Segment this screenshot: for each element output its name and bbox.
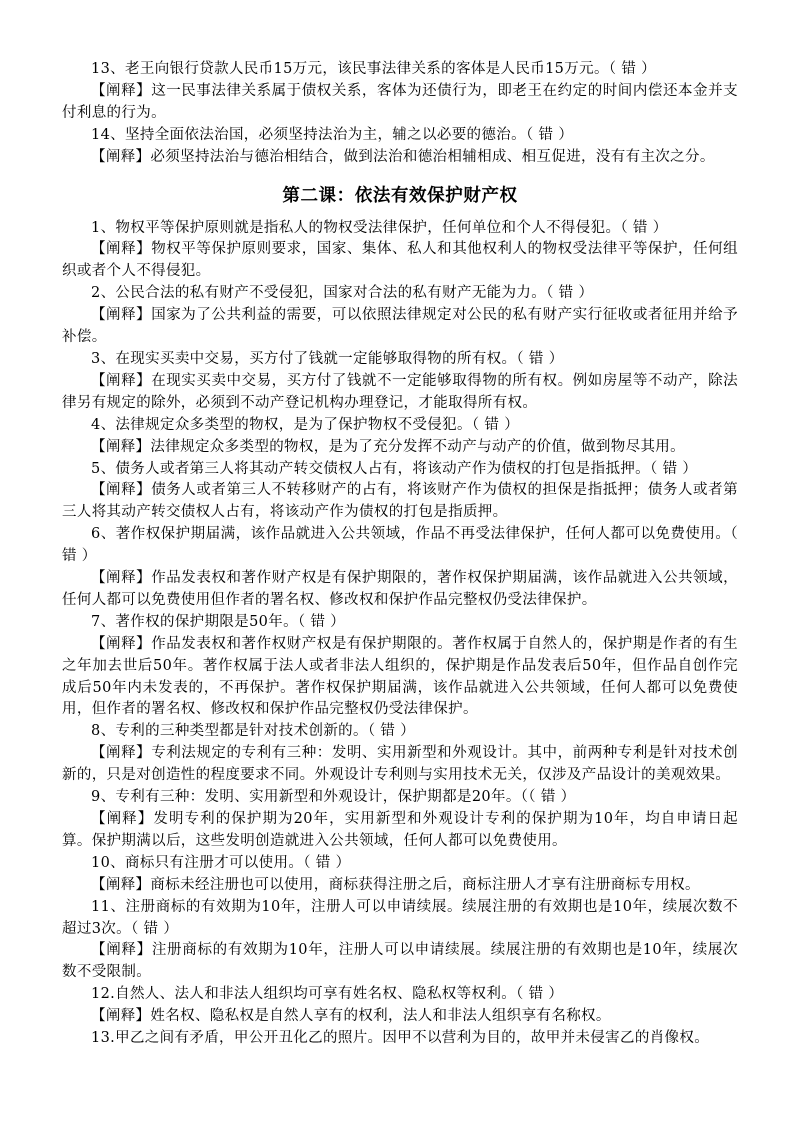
question-4: 4、法律规定众多类型的物权，是为了保护物权不受侵犯。（ 错 ） bbox=[91, 416, 520, 433]
document-page bbox=[62, 59, 738, 1050]
explanation-prev-14: 【阐释】必须坚持法治与德治相结合，做到法治和德治相辅相成、相互促进，没有有主次之分。 bbox=[91, 148, 715, 165]
question-3: 3、在现实买卖中交易，买方付了钱就一定能够取得物的所有权。（ 错 ） bbox=[91, 350, 564, 367]
explanation-1: 【阐释】物权平等保护原则要求，国家、集体、私人和其他权利人的物权受法律平等保护，任何组织或者个人不得侵犯。 bbox=[62, 241, 738, 280]
question-11: 11、注册商标的有效期为10年，注册人可以申请续展。续展注册的有效期也是10年，续展次数不超过3次。（ 错 ） bbox=[62, 898, 738, 937]
question-9: 9、专利有三种：发明、实用新型和外观设计，保护期都是20年。（（ 错 ） bbox=[91, 789, 576, 806]
explanation-11: 【阐释】注册商标的有效期为10年，注册人可以申请续展。续展注册的有效期也是10年，续展次数不受限制。 bbox=[62, 942, 738, 981]
explanation-5: 【阐释】债务人或者第三人不转移财产的占有，将该财产作为债权的担保是指抵押；债务人或者第三人将其动产转交债权人占有，将该动产作为债权的打包是指质押。 bbox=[62, 482, 738, 521]
question-5: 5、债务人或者第三人将其动产转交债权人占有，将该动产作为债权的打包是指抵押。（ 错 ） bbox=[91, 460, 698, 477]
explanation-12: 【阐释】姓名权、隐私权是自然人享有的权利，法人和非法人组织享有名称权。 bbox=[91, 1008, 611, 1025]
explanation-2: 【阐释】国家为了公共利益的需要，可以依照法律规定对公民的私有财产实行征收或者征用并给予补偿。 bbox=[62, 307, 738, 346]
question-7: 7、著作权的保护期限是50年。（ 错 ） bbox=[91, 613, 346, 630]
question-8: 8、专利的三种类型都是针对技术创新的。（ 错 ） bbox=[91, 723, 416, 740]
question-12: 12.自然人、法人和非法人组织均可享有姓名权、隐私权等权利。（ 错 ） bbox=[91, 986, 564, 1003]
explanation-prev-13: 【阐释】这一民事法律关系属于债权关系，客体为还债行为，即老王在约定的时间内偿还本金并支付利息的行为。 bbox=[62, 82, 738, 121]
question-10: 10、商标只有注册才可以使用。（ 错 ） bbox=[91, 854, 351, 871]
explanation-9: 【阐释】发明专利的保护期为20年，实用新型和外观设计专利的保护期为10年，均自申请日起算。保护期满以后，这些发明创造就进入公共领域，任何人都可以免费使用。 bbox=[62, 811, 738, 849]
explanation-10: 【阐释】商标未经注册也可以使用，商标获得注册之后，商标注册人才享有注册商标专用权。 bbox=[91, 876, 700, 893]
question-13: 13.甲乙之间有矛盾，甲公开丑化乙的照片。因甲不以营利为目的，故甲并未侵害乙的肖像权。 bbox=[91, 1030, 710, 1047]
question-1: 1、物权平等保护原则就是指私人的物权受法律保护，任何单位和个人不得侵犯。（ 错 ） bbox=[91, 219, 668, 236]
question-2: 2、公民合法的私有财产不受侵犯，国家对合法的私有财产无能为力。（ 错 ） bbox=[91, 285, 594, 302]
explanation-3: 【阐释】在现实买卖中交易，买方付了钱就不一定能够取得物的所有权。例如房屋等不动产，除法律另有规定的除外，必须到不动产登记机构办理登记，才能取得所有权。 bbox=[62, 372, 738, 411]
explanation-7: 【阐释】作品发表权和著作权财产权是有保护期限的。著作权属于自然人的，保护期是作者的有生之年加去世后50年。著作权属于法人或者非法人组织的，保护期是作品发表后50年，但作品自创作完成后50年内未发表的，不再保护。著作权保护期届满，该作品就进入公共领域，任何人都可以免费使用，但作者的署名权、修改权和保护作品完整权仍受法律保护。 bbox=[62, 635, 738, 718]
explanation-8: 【阐释】专利法规定的专利有三种：发明、实用新型和外观设计。其中，前两种专利是针对技术创新的，只是对创造性的程度要求不同。外观设计专利则与实用技术无关，仅涉及产品设计的美观效果。 bbox=[62, 745, 738, 784]
explanation-4: 【阐释】法律规定众多类型的物权，是为了充分发挥不动产与动产的价值，做到物尽其用。 bbox=[91, 438, 685, 455]
lesson-title: 第二课：依法有效保护财产权 bbox=[282, 185, 518, 206]
question-prev-14: 14、坚持全面依法治国，必须坚持法治为主，辅之以必要的德治。（ 错 ） bbox=[91, 126, 574, 143]
question-prev-13: 13、老王向银行贷款人民币15万元，该民事法律关系的客体是人民币15万元。（ 错 ） bbox=[91, 61, 657, 77]
explanation-6: 【阐释】作品发表权和著作财产权是有保护期限的，著作权保护期届满，该作品就进入公共领域，任何人都可以免费使用但作者的署名权、修改权和保护作品完整权仍受法律保护。 bbox=[62, 570, 738, 608]
question-6: 6、著作权保护期届满，该作品就进入公共领域，作品不再受法律保护，任何人都可以免费使用。（ 错 ） bbox=[62, 526, 738, 565]
